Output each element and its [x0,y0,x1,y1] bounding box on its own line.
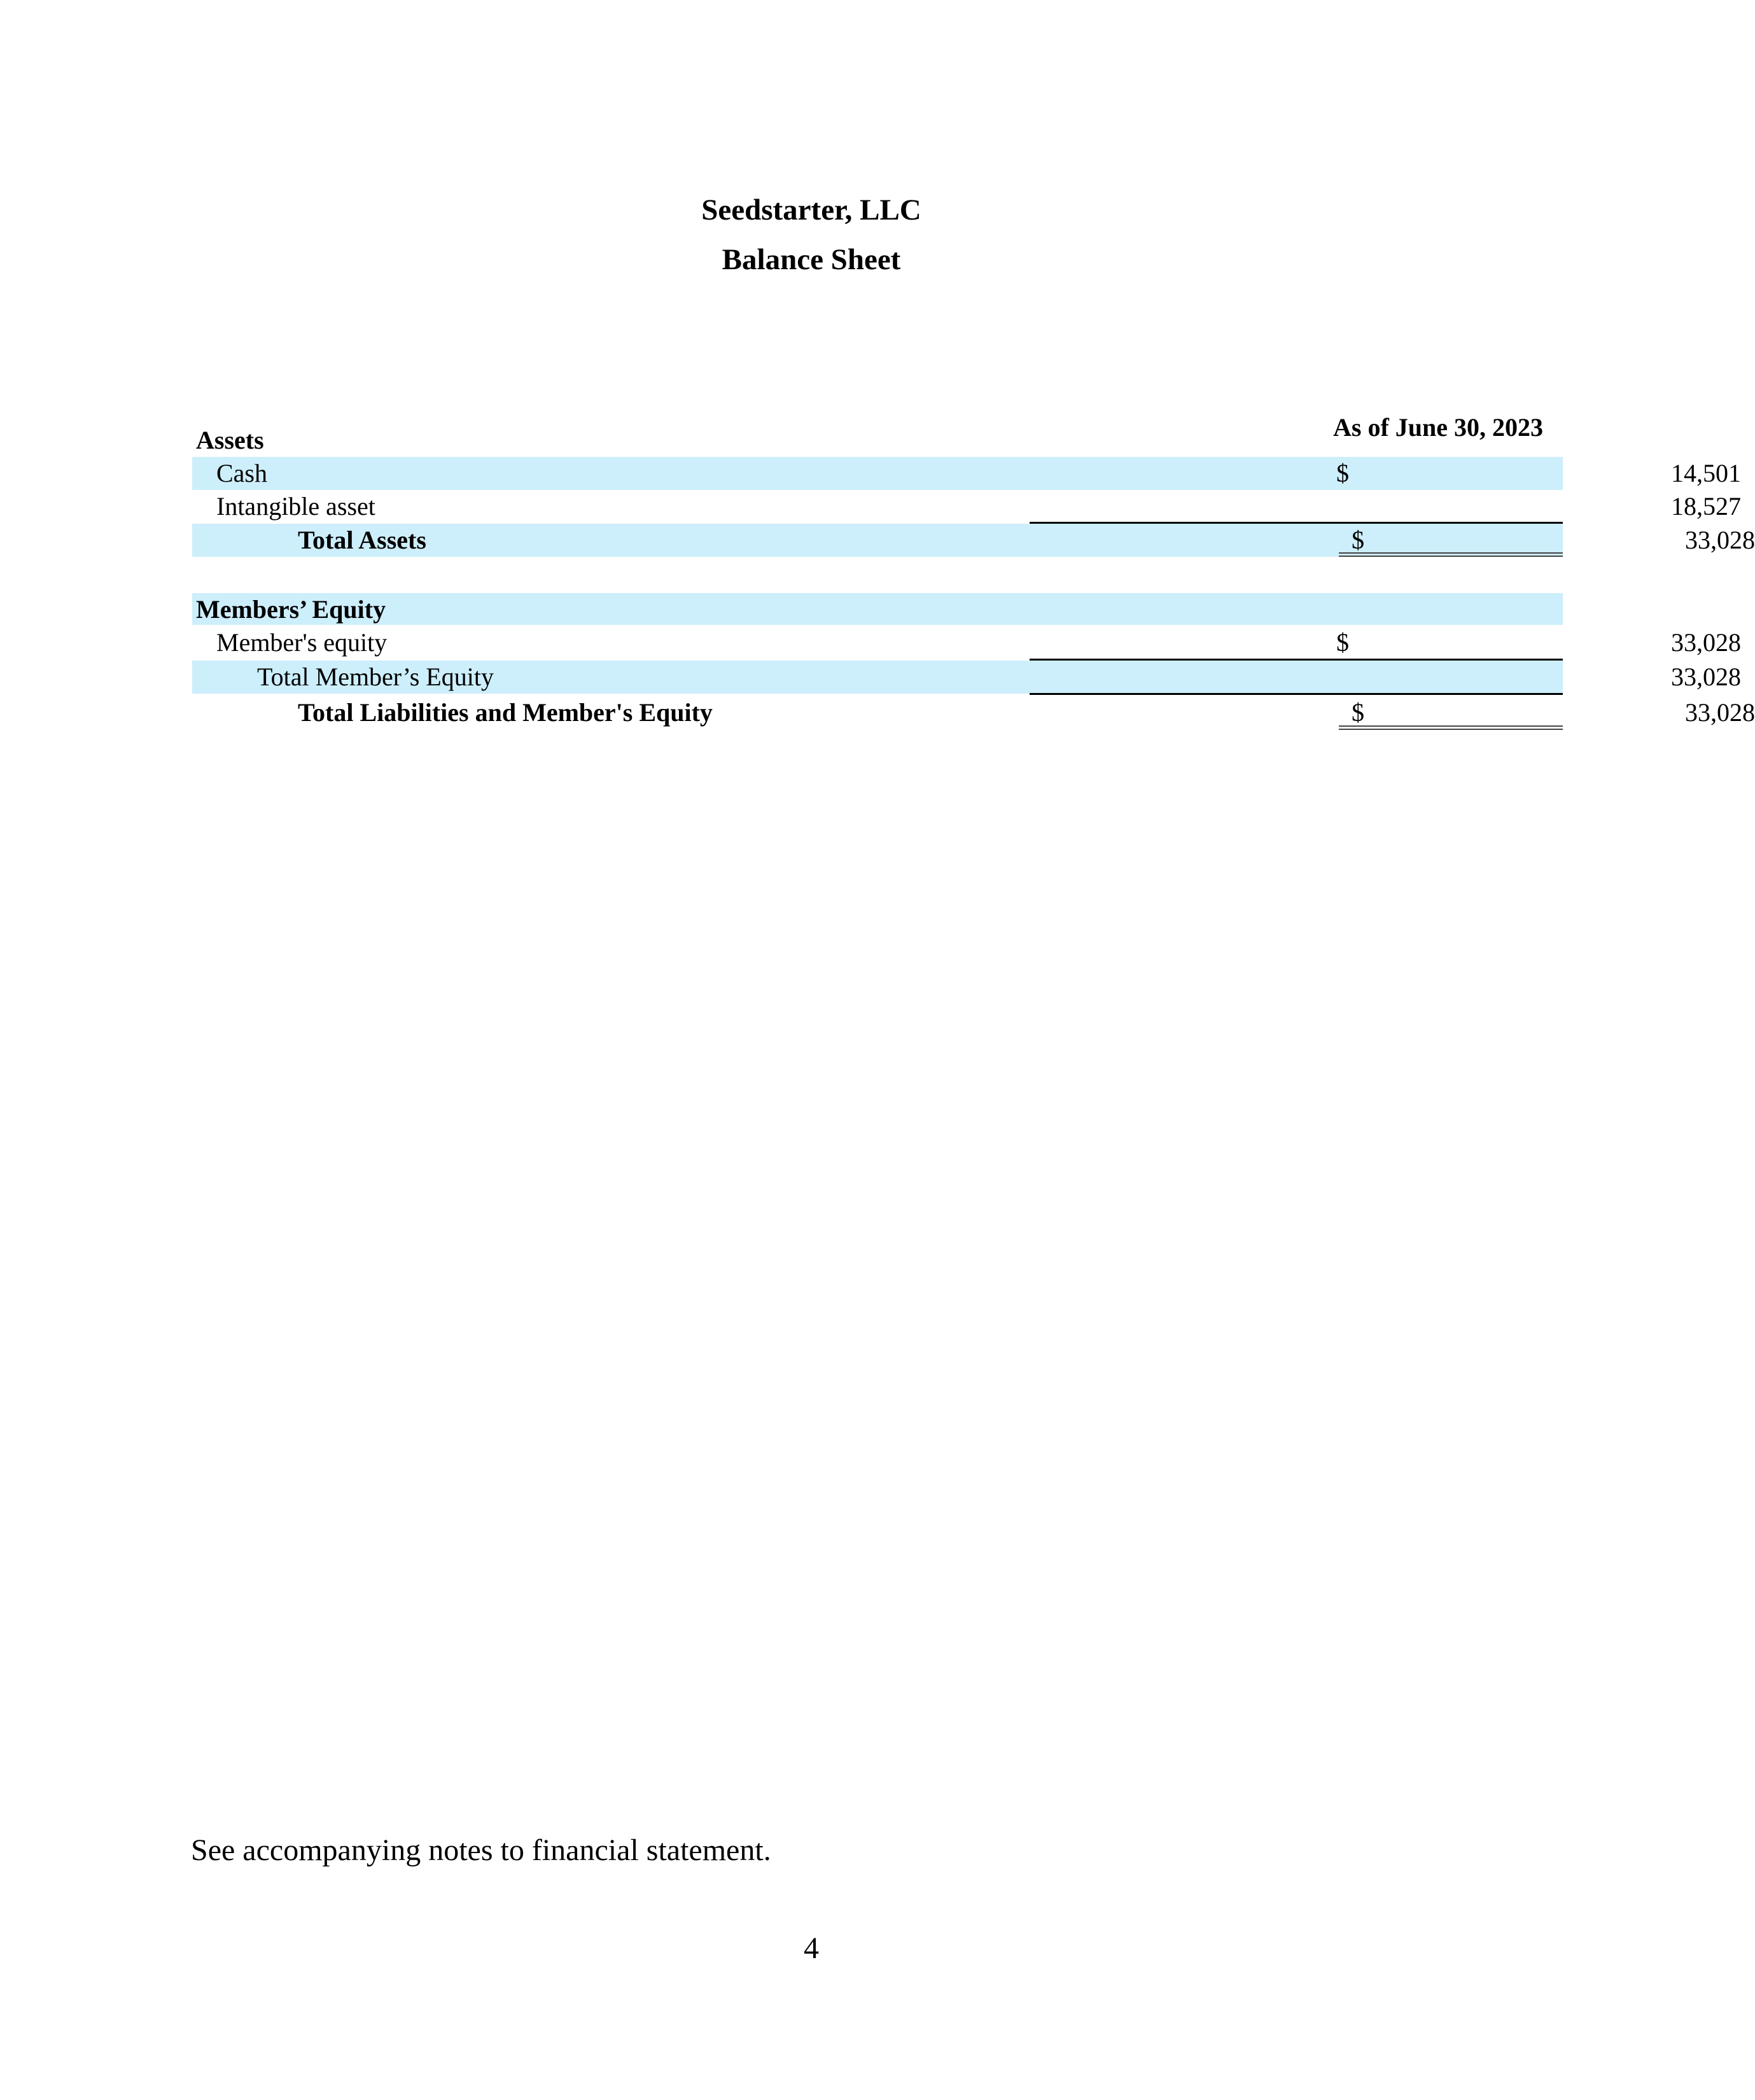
page-number: 4 [804,1931,819,1965]
total-liabilities-equity-value: 33,028 [1685,698,1755,727]
assets-section-label: Assets [196,426,264,454]
members-equity-label: Member's equity [216,628,388,657]
total-members-equity-row [192,661,1741,694]
total-assets-label: Total Assets [298,526,426,554]
total-members-equity-label: Total Member’s Equity [257,662,494,691]
company-name: Seedstarter, LLC [701,193,921,227]
total-liabilities-equity-currency: $ [1352,698,1364,727]
intangible-asset-label: Intangible asset [216,492,375,521]
assets-section-row [192,424,1563,457]
total-assets-double-underline [1339,552,1563,557]
footer-note: See accompanying notes to financial statement. [191,1833,771,1867]
members-equity-currency: $ [1336,628,1349,657]
statement-title: Balance Sheet [722,243,901,276]
members-equity-row [192,626,1741,659]
total-liabilities-equity-row [192,696,1755,729]
cash-value: 14,501 [1671,459,1741,487]
total-assets-currency: $ [1352,526,1364,554]
equity-section-label: Members’ Equity [196,595,386,624]
total-assets-value: 33,028 [1685,526,1755,554]
total-liabilities-double-underline [1339,725,1563,730]
intangible-asset-value: 18,527 [1671,492,1741,521]
total-members-equity-value: 33,028 [1671,662,1741,691]
cash-label: Cash [216,459,267,487]
equity-section-row [192,593,1563,625]
cash-currency: $ [1336,459,1349,487]
intangible-asset-row [192,490,1741,523]
cash-row [192,457,1741,490]
total-liabilities-rule [1030,693,1563,695]
members-equity-value: 33,028 [1671,628,1741,657]
column-header-date: As of June 30, 2023 [1332,413,1544,442]
total-liabilities-equity-label: Total Liabilities and Member's Equity [298,698,713,727]
